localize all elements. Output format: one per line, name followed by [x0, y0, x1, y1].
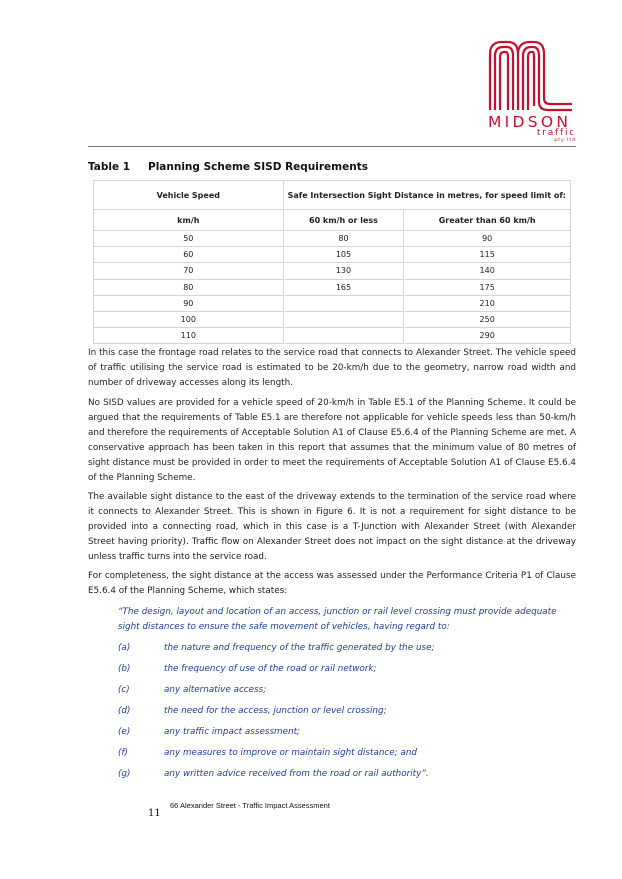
quote-item-text: the frequency of use of the road or rail network; [164, 664, 377, 674]
cell-low: 130 [283, 263, 404, 279]
table-row [94, 231, 571, 247]
paragraph-completeness: For completeness, the sight distance at the access was assessed under the Performance Criteria P1 of Clause E5.6.4 of the Planning Scheme, which states: [88, 571, 576, 596]
table-row [94, 328, 571, 344]
cell-high: 290 [404, 328, 571, 344]
quote-item-text: any measures to improve or maintain sight distance; and [164, 748, 417, 758]
logo-subtitle-small: pty ltd [554, 138, 576, 143]
quote-item-text: the nature and frequency of the traffic generated by the use; [164, 643, 435, 653]
quote-item-label: (c) [118, 685, 130, 695]
cell-speed: 70 [94, 263, 284, 279]
cell-speed: 50 [94, 231, 284, 247]
subheader-unit: km/h [94, 210, 284, 231]
cell-low: 105 [283, 247, 404, 263]
table-row [94, 295, 571, 311]
cell-speed: 90 [94, 295, 284, 311]
quote-item-label: (a) [118, 643, 131, 653]
cell-low [283, 328, 404, 344]
paragraph-sisd-values: No SISD values are provided for a vehicle speed of 20-km/h in Table E5.1 of the Planning Scheme. It could be argued that the requirements of Table E5.1 are therefore not applicable for vehicle speeds less than 50-km/h and therefore the requirements of Acceptable Solution A1 of Clause E5.6.4 of the Planning Scheme are met. A conservative approach has been taken in this report that assumes that the minimum value of 80 metres of sight distance must be provided in order to meet the requirements of Acceptable Solution A1 of Clause E5.6.4 of the Planning Scheme. [88, 398, 576, 483]
logo-subtitle: traffic [536, 128, 576, 138]
table-title: Planning Scheme SISD Requirements [148, 161, 368, 173]
page-number: 11 [148, 808, 161, 819]
table-row [94, 263, 571, 279]
cell-low [283, 295, 404, 311]
logo-icon [488, 40, 572, 112]
table-caption [88, 161, 368, 173]
footer-title: 66 Alexander Street - Traffic Impact Assessment [170, 801, 330, 810]
quote-item-text: any written advice received from the road or rail authority”. [164, 769, 429, 779]
sisd-table [93, 180, 571, 344]
cell-speed: 110 [94, 328, 284, 344]
header-sisd: Safe Intersection Sight Distance in metres, for speed limit of: [283, 181, 570, 210]
table-row [94, 247, 571, 263]
table-row [94, 311, 571, 327]
quote-item-label: (b) [118, 664, 131, 674]
cell-high: 90 [404, 231, 571, 247]
cell-high: 175 [404, 279, 571, 295]
cell-speed: 100 [94, 311, 284, 327]
paragraph-frontage-road: In this case the frontage road relates to the service road that connects to Alexander Street. The vehicle speed of traffic utilising the service road is estimated to be 20-km/h due to the geometry, narrow road width and number of driveway accesses along its length. [88, 348, 576, 388]
quote-item-text: any alternative access; [164, 685, 267, 695]
cell-high: 115 [404, 247, 571, 263]
quote-item-text: any traffic impact assessment; [164, 727, 301, 737]
header-divider [88, 146, 576, 147]
midson-logo-mark [488, 40, 572, 112]
quote-item-label: (g) [118, 769, 131, 779]
cell-high: 140 [404, 263, 571, 279]
cell-speed: 80 [94, 279, 284, 295]
table-row [94, 279, 571, 295]
quote-item-label: (f) [118, 748, 128, 758]
logo-wordmark: MIDSON [488, 113, 572, 131]
table-label: Table 1 [88, 161, 131, 173]
quote-item-text: the need for the access, junction or level crossing; [164, 706, 387, 716]
cell-high: 210 [404, 295, 571, 311]
subheader-60-or-less: 60 km/h or less [283, 210, 404, 231]
header-vehicle-speed: Vehicle Speed [94, 181, 284, 210]
cell-high: 250 [404, 311, 571, 327]
cell-low: 165 [283, 279, 404, 295]
subheader-greater-60: Greater than 60 km/h [404, 210, 571, 231]
quote-item-label: (e) [118, 727, 131, 737]
quote-intro: “The design, layout and location of an access, junction or rail level crossing must provide adequate sight distances to ensure the safe movement of vehicles, having regard to: [118, 607, 557, 632]
cell-speed: 60 [94, 247, 284, 263]
cell-low [283, 311, 404, 327]
paragraph-available-sight: The available sight distance to the east of the driveway extends to the termination of the service road where it connects to Alexander Street. This is shown in Figure 6. It is not a requirement for sight distance to be provided into a connecting road, which in this case is a T-Junction with Alexander Street (with Alexander Street having priority). Traffic flow on Alexander Street does not impact on the sight distance at the driveway unless traffic turns into the service road. [88, 492, 576, 562]
quote-item-label: (d) [118, 706, 131, 716]
cell-low: 80 [283, 231, 404, 247]
